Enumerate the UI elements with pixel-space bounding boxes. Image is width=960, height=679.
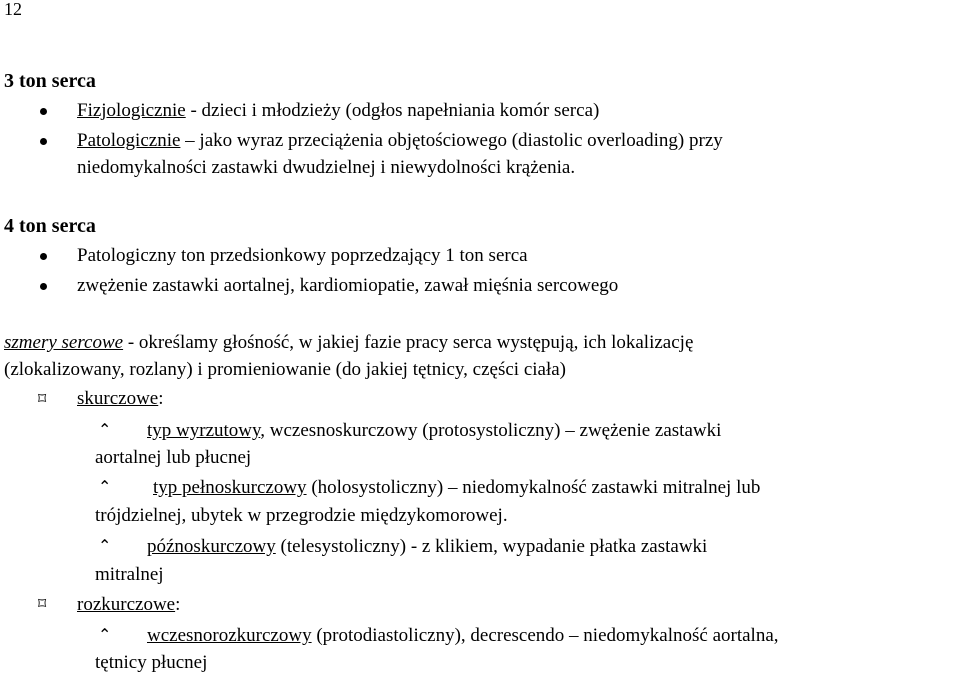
bullet-icon [40,108,47,115]
page-number: 12 [4,0,22,19]
murmurs-intro-continuation: (zlokalizowany, rozlany) i promieniowanie (do jakiej tętnicy, części ciała) [4,359,567,380]
bullet-icon [40,283,47,290]
term: szmery sercowe [4,332,124,353]
list-item: późnoskurczowy (telesystoliczny) - z klikiem, wypadanie płatka zastawki [147,536,708,557]
list-item-continuation: trójdzielnej, ubytek w przegrodzie międzykomorowej. [95,505,508,526]
bullet-icon [40,138,47,145]
list-item: Fizjologicznie - dzieci i młodzieży (odgłos napełniania komór serca) [77,100,600,121]
caret-icon: ⌃ [98,420,112,439]
term: typ pełnoskurczowy [153,477,307,498]
murmurs-intro: szmery sercowe - określamy głośność, w jakiej fazie pracy serca występują, ich lokalizację [4,332,694,353]
list-item: typ pełnoskurczowy (holosystoliczny) – niedomykalność zastawki mitralnej lub [153,477,761,498]
term: Fizjologicznie [77,100,186,121]
systolic-heading: skurczowe: [77,388,164,409]
term: typ wyrzutowy [147,420,261,441]
list-item-continuation: niedomykalności zastawki dwudzielnej i niewydolności krążenia. [77,157,576,178]
caret-icon: ⌃ [98,625,112,644]
term: Patologicznie [77,130,181,151]
section-3-heading: 3 ton serca [4,70,96,92]
section-4-heading: 4 ton serca [4,215,96,237]
term: wczesnorozkurczowy [147,625,312,646]
list-item: Patologicznie – jako wyraz przeciążenia objętościowego (diastolic overloading) przy [77,130,723,151]
pi-symbol-icon: ⌑ [38,594,47,613]
list-item: Patologiczny ton przedsionkowy poprzedzający 1 ton serca [77,245,528,266]
list-item-continuation: aortalnej lub płucnej [95,447,252,468]
pi-symbol-icon: ⌑ [38,389,47,408]
caret-icon: ⌃ [98,536,112,555]
bullet-icon [40,253,47,260]
list-item: typ wyrzutowy, wczesnoskurczowy (protosystoliczny) – zwężenie zastawki [147,420,722,441]
list-item: zwężenie zastawki aortalnej, kardiomiopatie, zawał mięśnia sercowego [77,275,619,296]
diastolic-heading: rozkurczowe: [77,594,181,615]
list-item-continuation: mitralnej [95,564,164,585]
list-item-continuation: tętnicy płucnej [95,652,208,673]
term: późnoskurczowy [147,536,276,557]
list-item: wczesnorozkurczowy (protodiastoliczny), decrescendo – niedomykalność aortalna, [147,625,779,646]
caret-icon: ⌃ [98,477,112,496]
